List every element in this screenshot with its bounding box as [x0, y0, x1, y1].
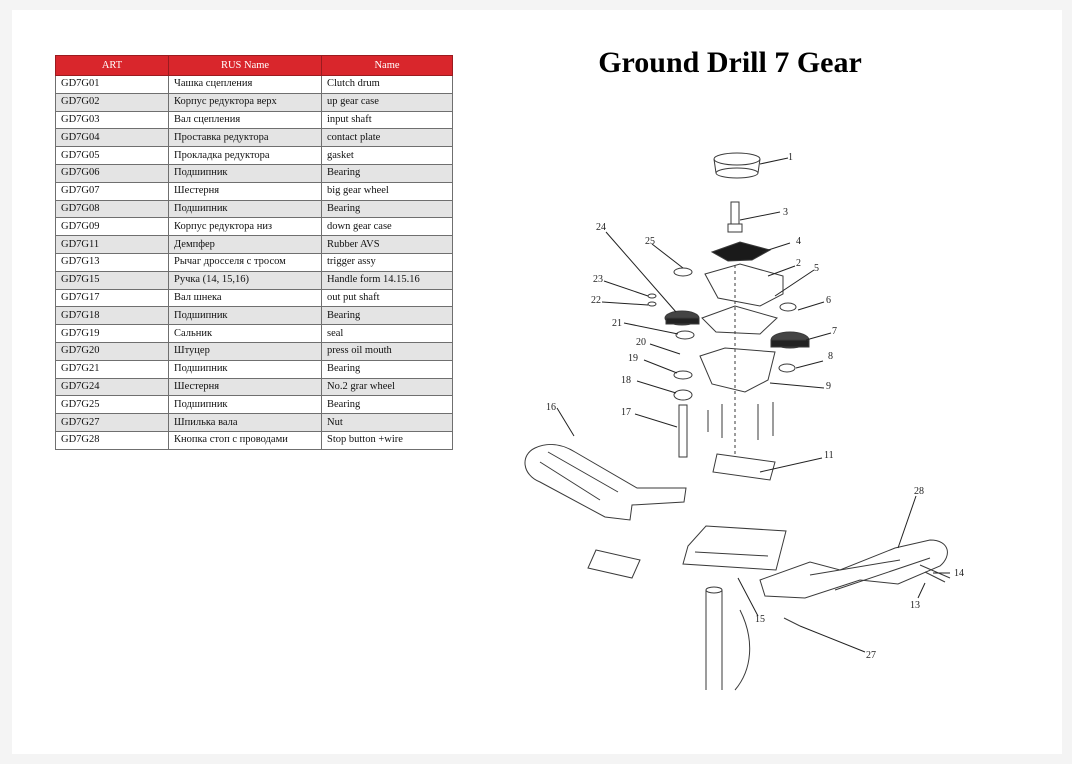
- cell-art: GD7G02: [56, 93, 169, 111]
- callout-label: 13: [910, 600, 920, 611]
- callout-label: 23: [593, 274, 603, 285]
- cell-name: Stop button +wire: [322, 431, 453, 449]
- cell-name: gasket: [322, 147, 453, 165]
- callout-label: 5: [814, 263, 819, 274]
- bearing-6-part: [780, 303, 796, 311]
- callout-label: 6: [826, 295, 831, 306]
- cell-rus-name: Подшипник: [169, 396, 322, 414]
- up-gear-case-part: [705, 264, 783, 306]
- callout-label: 9: [826, 381, 831, 392]
- cell-art: GD7G25: [56, 396, 169, 414]
- cell-art: GD7G17: [56, 289, 169, 307]
- cell-art: GD7G20: [56, 342, 169, 360]
- cell-art: GD7G03: [56, 111, 169, 129]
- cell-name: up gear case: [322, 93, 453, 111]
- cell-rus-name: Шестерня: [169, 378, 322, 396]
- cell-rus-name: Ручка (14, 15,16): [169, 271, 322, 289]
- cell-rus-name: Чашка сцепления: [169, 76, 322, 94]
- callout-label: 18: [621, 375, 631, 386]
- cell-art: GD7G27: [56, 414, 169, 432]
- header-rus-name: RUS Name: [169, 56, 322, 76]
- cell-name: Rubber AVS: [322, 236, 453, 254]
- input-shaft-part: [728, 202, 742, 232]
- cell-rus-name: Вал шнека: [169, 289, 322, 307]
- callout-label: 25: [645, 236, 655, 247]
- cell-name: Bearing: [322, 200, 453, 218]
- rubber-avs-part: [713, 454, 775, 480]
- cell-name: trigger assy: [322, 253, 453, 271]
- leader-lines: [557, 158, 950, 652]
- cell-rus-name: Штуцер: [169, 342, 322, 360]
- seal-19-part: [674, 371, 692, 379]
- cell-rus-name: Прокладка редуктора: [169, 147, 322, 165]
- cell-name: press oil mouth: [322, 342, 453, 360]
- cell-name: No.2 grar wheel: [322, 378, 453, 396]
- cell-name: input shaft: [322, 111, 453, 129]
- cell-name: Bearing: [322, 307, 453, 325]
- callout-label: 7: [832, 326, 837, 337]
- cell-name: down gear case: [322, 218, 453, 236]
- cell-rus-name: Проставка редуктора: [169, 129, 322, 147]
- cell-name: Bearing: [322, 396, 453, 414]
- cell-name: seal: [322, 325, 453, 343]
- callout-label: 24: [596, 222, 606, 233]
- cell-art: GD7G21: [56, 360, 169, 378]
- cell-name: Bearing: [322, 164, 453, 182]
- frame-15-part: [683, 526, 786, 570]
- case-bolts: [708, 402, 773, 440]
- cell-rus-name: Вал сцепления: [169, 111, 322, 129]
- cell-name: Clutch drum: [322, 76, 453, 94]
- cell-rus-name: Подшипник: [169, 307, 322, 325]
- header-art: ART: [56, 56, 169, 76]
- cell-art: GD7G06: [56, 164, 169, 182]
- gear-wheel-24-part: [665, 311, 699, 325]
- part-22: [648, 302, 656, 306]
- callout-label: 15: [755, 614, 765, 625]
- cell-art: GD7G24: [56, 378, 169, 396]
- cell-name: Handle form 14.15.16: [322, 271, 453, 289]
- callout-label: 17: [621, 407, 631, 418]
- cell-name: Nut: [322, 414, 453, 432]
- callout-label: 19: [628, 353, 638, 364]
- cell-name: out put shaft: [322, 289, 453, 307]
- callout-label: 20: [636, 337, 646, 348]
- callout-label: 21: [612, 318, 622, 329]
- cell-art: GD7G19: [56, 325, 169, 343]
- cell-rus-name: Сальник: [169, 325, 322, 343]
- cell-rus-name: Демпфер: [169, 236, 322, 254]
- bearing-21-part: [676, 331, 694, 339]
- cell-art: GD7G15: [56, 271, 169, 289]
- header-name: Name: [322, 56, 453, 76]
- callout-label: 22: [591, 295, 601, 306]
- tube-part: [706, 590, 750, 690]
- part-23: [648, 294, 656, 298]
- cell-rus-name: Шестерня: [169, 182, 322, 200]
- callout-label: 11: [824, 450, 834, 461]
- cell-art: GD7G09: [56, 218, 169, 236]
- callout-label: 8: [828, 351, 833, 362]
- cell-art: GD7G11: [56, 236, 169, 254]
- cell-rus-name: Подшипник: [169, 200, 322, 218]
- cell-rus-name: Корпус редуктора верх: [169, 93, 322, 111]
- callout-label: 16: [546, 402, 556, 413]
- bearing-8-part: [779, 364, 795, 372]
- big-gear-wheel-part: [771, 332, 809, 348]
- cell-rus-name: Рычаг дросселя с тросом: [169, 253, 322, 271]
- contact-plate-part: [712, 242, 770, 261]
- down-gear-case-part: [700, 348, 775, 392]
- cell-rus-name: Шпилька вала: [169, 414, 322, 432]
- page-title: Ground Drill 7 Gear: [598, 46, 862, 79]
- callout-label: 4: [796, 236, 801, 247]
- callout-label: 1: [788, 152, 793, 163]
- clutch-drum-part: [714, 153, 760, 178]
- cell-art: GD7G07: [56, 182, 169, 200]
- callout-label: 14: [954, 568, 964, 579]
- bearing-18-part: [674, 390, 692, 400]
- cell-art: GD7G01: [56, 76, 169, 94]
- cell-art: GD7G04: [56, 129, 169, 147]
- cell-rus-name: Корпус редуктора низ: [169, 218, 322, 236]
- cell-rus-name: Кнопка стоп с проводами: [169, 431, 322, 449]
- cell-art: GD7G28: [56, 431, 169, 449]
- cell-art: GD7G08: [56, 200, 169, 218]
- bolt-27-part: [784, 618, 800, 626]
- cell-name: contact plate: [322, 129, 453, 147]
- callout-label: 27: [866, 650, 876, 661]
- cell-art: GD7G13: [56, 253, 169, 271]
- bearing-25-part: [674, 268, 692, 276]
- cell-art: GD7G18: [56, 307, 169, 325]
- cell-art: GD7G05: [56, 147, 169, 165]
- callout-label: 3: [783, 207, 788, 218]
- cell-name: Bearing: [322, 360, 453, 378]
- cell-name: big gear wheel: [322, 182, 453, 200]
- output-shaft-part: [679, 405, 687, 457]
- callout-label: 2: [796, 258, 801, 269]
- handle-16-part: [525, 445, 686, 520]
- callout-label: 28: [914, 486, 924, 497]
- cell-rus-name: Подшипник: [169, 164, 322, 182]
- gasket-part: [702, 306, 777, 334]
- cell-rus-name: Подшипник: [169, 360, 322, 378]
- frame-plate-part: [588, 550, 640, 578]
- handle-28-part: [760, 540, 947, 598]
